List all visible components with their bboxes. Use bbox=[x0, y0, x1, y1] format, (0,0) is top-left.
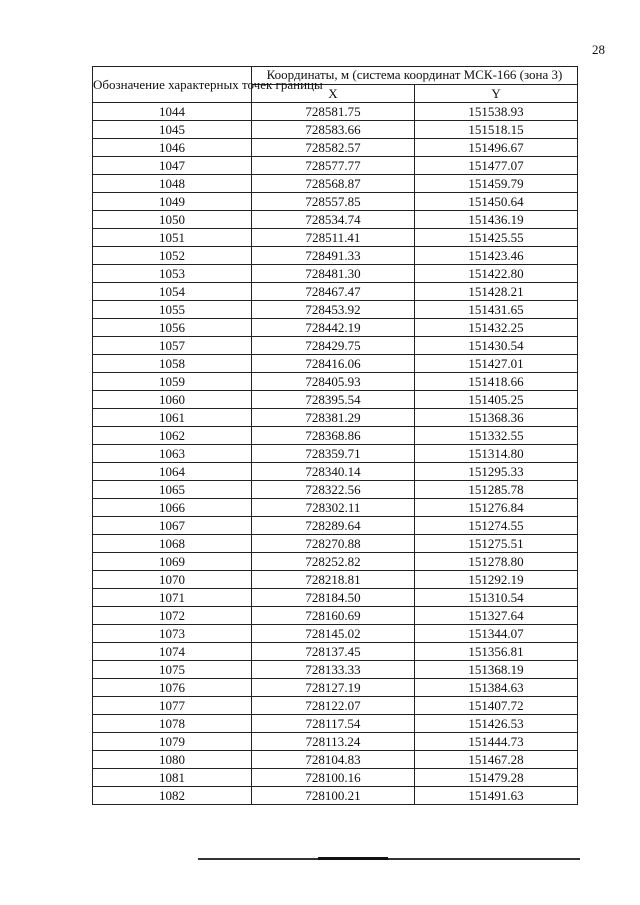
header-x: X bbox=[252, 85, 415, 103]
table-row bbox=[93, 139, 578, 157]
table-row bbox=[93, 301, 578, 319]
y-coordinate-cell: 151344.07 bbox=[415, 625, 578, 643]
point-id-cell: 1054 bbox=[93, 283, 252, 301]
x-coordinate-cell: 728252.82 bbox=[252, 553, 415, 571]
y-coordinate-cell: 151405.25 bbox=[415, 391, 578, 409]
y-coordinate-cell: 151496.67 bbox=[415, 139, 578, 157]
point-id-cell: 1057 bbox=[93, 337, 252, 355]
table-header bbox=[93, 67, 578, 103]
table-row bbox=[93, 769, 578, 787]
y-coordinate-cell: 151491.63 bbox=[415, 787, 578, 805]
y-coordinate-cell: 151467.28 bbox=[415, 751, 578, 769]
table-row bbox=[93, 391, 578, 409]
table-body bbox=[93, 103, 578, 805]
table-row bbox=[93, 589, 578, 607]
point-id-cell: 1069 bbox=[93, 553, 252, 571]
x-coordinate-cell: 728113.24 bbox=[252, 733, 415, 751]
x-coordinate-cell: 728340.14 bbox=[252, 463, 415, 481]
y-coordinate-cell: 151368.36 bbox=[415, 409, 578, 427]
table-row bbox=[93, 193, 578, 211]
x-coordinate-cell: 728581.75 bbox=[252, 103, 415, 121]
point-id-cell: 1078 bbox=[93, 715, 252, 733]
table-row bbox=[93, 247, 578, 265]
x-coordinate-cell: 728491.33 bbox=[252, 247, 415, 265]
point-id-cell: 1067 bbox=[93, 517, 252, 535]
y-coordinate-cell: 151384.63 bbox=[415, 679, 578, 697]
x-coordinate-cell: 728137.45 bbox=[252, 643, 415, 661]
point-id-cell: 1058 bbox=[93, 355, 252, 373]
x-coordinate-cell: 728368.86 bbox=[252, 427, 415, 445]
y-coordinate-cell: 151459.79 bbox=[415, 175, 578, 193]
table-row bbox=[93, 661, 578, 679]
point-id-cell: 1072 bbox=[93, 607, 252, 625]
point-id-cell: 1075 bbox=[93, 661, 252, 679]
point-id-cell: 1044 bbox=[93, 103, 252, 121]
table-row bbox=[93, 409, 578, 427]
x-coordinate-cell: 728568.87 bbox=[252, 175, 415, 193]
point-id-cell: 1066 bbox=[93, 499, 252, 517]
table-row bbox=[93, 283, 578, 301]
y-coordinate-cell: 151276.84 bbox=[415, 499, 578, 517]
header-points: Обозначение характерных точек границы bbox=[93, 67, 252, 103]
x-coordinate-cell: 728511.41 bbox=[252, 229, 415, 247]
y-coordinate-cell: 151428.21 bbox=[415, 283, 578, 301]
point-id-cell: 1070 bbox=[93, 571, 252, 589]
point-id-cell: 1077 bbox=[93, 697, 252, 715]
point-id-cell: 1063 bbox=[93, 445, 252, 463]
table-row bbox=[93, 679, 578, 697]
point-id-cell: 1079 bbox=[93, 733, 252, 751]
point-id-cell: 1056 bbox=[93, 319, 252, 337]
table-row bbox=[93, 787, 578, 805]
table-row bbox=[93, 175, 578, 193]
point-id-cell: 1076 bbox=[93, 679, 252, 697]
y-coordinate-cell: 151275.51 bbox=[415, 535, 578, 553]
y-coordinate-cell: 151423.46 bbox=[415, 247, 578, 265]
table-row bbox=[93, 319, 578, 337]
y-coordinate-cell: 151292.19 bbox=[415, 571, 578, 589]
y-coordinate-cell: 151368.19 bbox=[415, 661, 578, 679]
x-coordinate-cell: 728359.71 bbox=[252, 445, 415, 463]
table-row bbox=[93, 733, 578, 751]
point-id-cell: 1081 bbox=[93, 769, 252, 787]
table-row bbox=[93, 535, 578, 553]
table-row bbox=[93, 463, 578, 481]
table-row bbox=[93, 103, 578, 121]
x-coordinate-cell: 728160.69 bbox=[252, 607, 415, 625]
point-id-cell: 1065 bbox=[93, 481, 252, 499]
table-row bbox=[93, 337, 578, 355]
y-coordinate-cell: 151431.65 bbox=[415, 301, 578, 319]
x-coordinate-cell: 728453.92 bbox=[252, 301, 415, 319]
table-row bbox=[93, 373, 578, 391]
y-coordinate-cell: 151407.72 bbox=[415, 697, 578, 715]
table-row bbox=[93, 445, 578, 463]
table-row bbox=[93, 265, 578, 283]
y-coordinate-cell: 151332.55 bbox=[415, 427, 578, 445]
point-id-cell: 1073 bbox=[93, 625, 252, 643]
y-coordinate-cell: 151450.64 bbox=[415, 193, 578, 211]
header-coordinates: Координаты, м (система координат МСК-166 (зона 3) bbox=[252, 67, 578, 85]
x-coordinate-cell: 728117.54 bbox=[252, 715, 415, 733]
x-coordinate-cell: 728104.83 bbox=[252, 751, 415, 769]
point-id-cell: 1062 bbox=[93, 427, 252, 445]
point-id-cell: 1082 bbox=[93, 787, 252, 805]
x-coordinate-cell: 728481.30 bbox=[252, 265, 415, 283]
x-coordinate-cell: 728127.19 bbox=[252, 679, 415, 697]
table-row bbox=[93, 157, 578, 175]
x-coordinate-cell: 728289.64 bbox=[252, 517, 415, 535]
x-coordinate-cell: 728577.77 bbox=[252, 157, 415, 175]
point-id-cell: 1074 bbox=[93, 643, 252, 661]
y-coordinate-cell: 151418.66 bbox=[415, 373, 578, 391]
y-coordinate-cell: 151432.25 bbox=[415, 319, 578, 337]
x-coordinate-cell: 728100.16 bbox=[252, 769, 415, 787]
y-coordinate-cell: 151430.54 bbox=[415, 337, 578, 355]
y-coordinate-cell: 151327.64 bbox=[415, 607, 578, 625]
table-row bbox=[93, 751, 578, 769]
x-coordinate-cell: 728122.07 bbox=[252, 697, 415, 715]
y-coordinate-cell: 151444.73 bbox=[415, 733, 578, 751]
table-row bbox=[93, 607, 578, 625]
footer-divider-accent bbox=[318, 857, 388, 860]
x-coordinate-cell: 728145.02 bbox=[252, 625, 415, 643]
y-coordinate-cell: 151477.07 bbox=[415, 157, 578, 175]
point-id-cell: 1051 bbox=[93, 229, 252, 247]
x-coordinate-cell: 728381.29 bbox=[252, 409, 415, 427]
y-coordinate-cell: 151314.80 bbox=[415, 445, 578, 463]
point-id-cell: 1052 bbox=[93, 247, 252, 265]
point-id-cell: 1060 bbox=[93, 391, 252, 409]
x-coordinate-cell: 728218.81 bbox=[252, 571, 415, 589]
table-row bbox=[93, 553, 578, 571]
point-id-cell: 1050 bbox=[93, 211, 252, 229]
point-id-cell: 1045 bbox=[93, 121, 252, 139]
x-coordinate-cell: 728582.57 bbox=[252, 139, 415, 157]
x-coordinate-cell: 728395.54 bbox=[252, 391, 415, 409]
table-row bbox=[93, 715, 578, 733]
y-coordinate-cell: 151274.55 bbox=[415, 517, 578, 535]
table-row bbox=[93, 571, 578, 589]
y-coordinate-cell: 151310.54 bbox=[415, 589, 578, 607]
x-coordinate-cell: 728557.85 bbox=[252, 193, 415, 211]
table-row bbox=[93, 481, 578, 499]
point-id-cell: 1071 bbox=[93, 589, 252, 607]
x-coordinate-cell: 728416.06 bbox=[252, 355, 415, 373]
table-row bbox=[93, 697, 578, 715]
x-coordinate-cell: 728184.50 bbox=[252, 589, 415, 607]
x-coordinate-cell: 728442.19 bbox=[252, 319, 415, 337]
coordinates-table bbox=[92, 66, 578, 805]
x-coordinate-cell: 728302.11 bbox=[252, 499, 415, 517]
x-coordinate-cell: 728322.56 bbox=[252, 481, 415, 499]
y-coordinate-cell: 151426.53 bbox=[415, 715, 578, 733]
x-coordinate-cell: 728429.75 bbox=[252, 337, 415, 355]
table-row bbox=[93, 211, 578, 229]
y-coordinate-cell: 151436.19 bbox=[415, 211, 578, 229]
y-coordinate-cell: 151285.78 bbox=[415, 481, 578, 499]
footer-divider bbox=[198, 858, 580, 860]
table-row bbox=[93, 121, 578, 139]
table-row bbox=[93, 643, 578, 661]
point-id-cell: 1053 bbox=[93, 265, 252, 283]
point-id-cell: 1068 bbox=[93, 535, 252, 553]
x-coordinate-cell: 728534.74 bbox=[252, 211, 415, 229]
point-id-cell: 1064 bbox=[93, 463, 252, 481]
x-coordinate-cell: 728270.88 bbox=[252, 535, 415, 553]
y-coordinate-cell: 151425.55 bbox=[415, 229, 578, 247]
y-coordinate-cell: 151278.80 bbox=[415, 553, 578, 571]
table-row bbox=[93, 355, 578, 373]
page-number: 28 bbox=[592, 42, 605, 57]
point-id-cell: 1049 bbox=[93, 193, 252, 211]
x-coordinate-cell: 728467.47 bbox=[252, 283, 415, 301]
table-row bbox=[93, 499, 578, 517]
x-coordinate-cell: 728583.66 bbox=[252, 121, 415, 139]
table-row bbox=[93, 517, 578, 535]
x-coordinate-cell: 728405.93 bbox=[252, 373, 415, 391]
y-coordinate-cell: 151479.28 bbox=[415, 769, 578, 787]
table-row bbox=[93, 229, 578, 247]
y-coordinate-cell: 151295.33 bbox=[415, 463, 578, 481]
y-coordinate-cell: 151518.15 bbox=[415, 121, 578, 139]
y-coordinate-cell: 151538.93 bbox=[415, 103, 578, 121]
point-id-cell: 1046 bbox=[93, 139, 252, 157]
point-id-cell: 1080 bbox=[93, 751, 252, 769]
y-coordinate-cell: 151427.01 bbox=[415, 355, 578, 373]
point-id-cell: 1055 bbox=[93, 301, 252, 319]
table-row bbox=[93, 427, 578, 445]
point-id-cell: 1047 bbox=[93, 157, 252, 175]
x-coordinate-cell: 728100.21 bbox=[252, 787, 415, 805]
point-id-cell: 1048 bbox=[93, 175, 252, 193]
x-coordinate-cell: 728133.33 bbox=[252, 661, 415, 679]
table-row bbox=[93, 625, 578, 643]
y-coordinate-cell: 151356.81 bbox=[415, 643, 578, 661]
point-id-cell: 1061 bbox=[93, 409, 252, 427]
header-y: Y bbox=[415, 85, 578, 103]
point-id-cell: 1059 bbox=[93, 373, 252, 391]
y-coordinate-cell: 151422.80 bbox=[415, 265, 578, 283]
